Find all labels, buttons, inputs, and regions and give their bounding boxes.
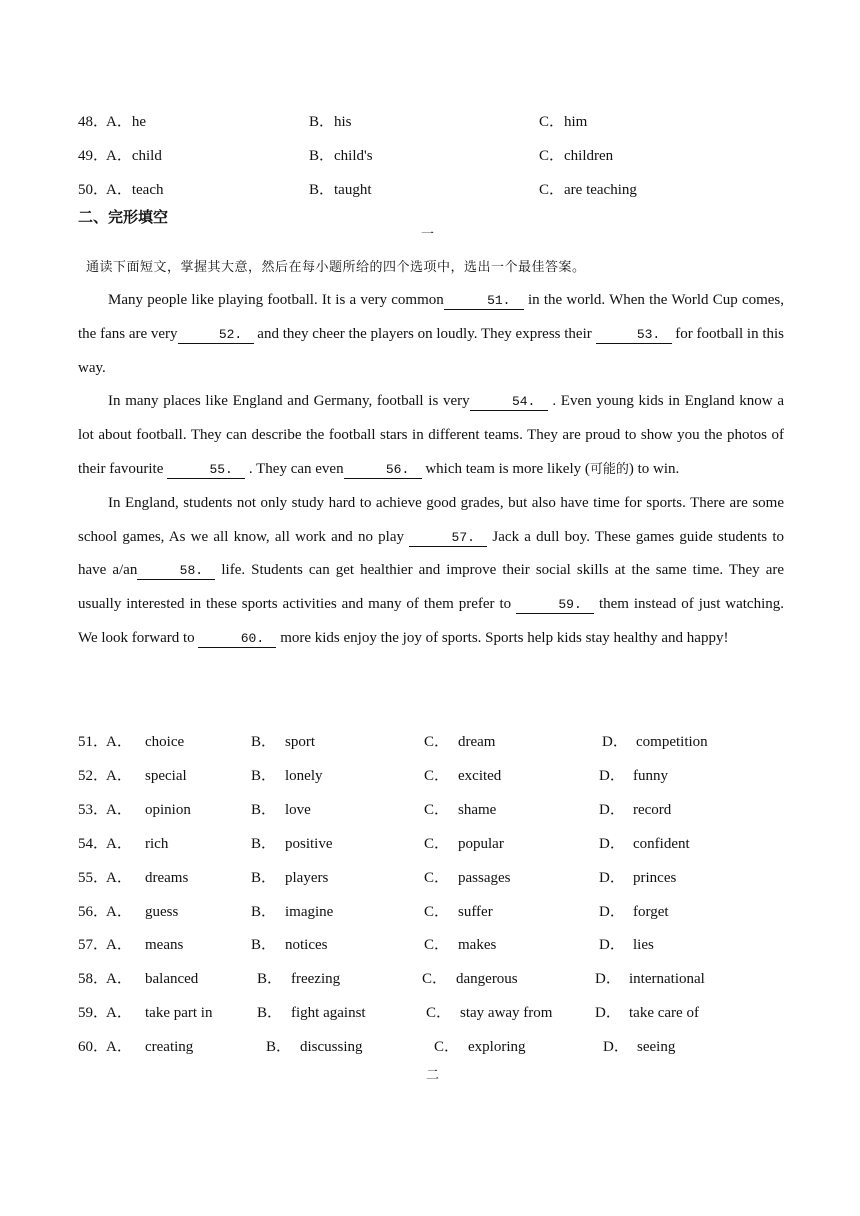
blank-57[interactable]: 57.	[409, 529, 487, 547]
option-b-label[interactable]: B．	[251, 937, 277, 953]
option-a-label[interactable]: A．	[106, 971, 132, 987]
option-b-text[interactable]: discussing	[300, 1039, 363, 1055]
passage-text: them instead of just watching. We look forward to	[78, 596, 785, 646]
option-c-text[interactable]: stay away from	[460, 1005, 553, 1021]
option-b-text[interactable]: sport	[285, 734, 315, 750]
option-b-label[interactable]: B．	[251, 734, 277, 750]
question-number: 52．	[78, 768, 109, 784]
question-number: 58．	[78, 971, 109, 987]
option-a: A．he	[106, 114, 146, 130]
cloze-passage	[78, 284, 784, 656]
question-number: 59．	[78, 1005, 109, 1021]
question-number: 51．	[78, 734, 109, 750]
option-c-label[interactable]: C．	[424, 734, 450, 750]
option-c-text[interactable]: dangerous	[456, 971, 518, 987]
option-a-text[interactable]: dreams	[145, 870, 189, 886]
option-d-label[interactable]: D．	[595, 971, 621, 987]
option-a: A．teach	[106, 182, 164, 198]
option-b-label[interactable]: B．	[257, 1005, 283, 1021]
option-d-label[interactable]: D．	[599, 870, 625, 886]
option-a-label[interactable]: A．	[106, 1005, 132, 1021]
option-d-label[interactable]: D．	[599, 768, 625, 784]
option-c-label[interactable]: C．	[426, 1005, 452, 1021]
option-c: C．him	[539, 114, 588, 130]
option-a-label[interactable]: A．	[106, 937, 132, 953]
option-a-text[interactable]: rich	[145, 836, 169, 852]
option-a-text[interactable]: creating	[145, 1039, 194, 1055]
option-c-text[interactable]: excited	[458, 768, 502, 784]
option-c-label[interactable]: C．	[424, 937, 450, 953]
option-d-label[interactable]: D．	[599, 836, 625, 852]
option-a-text[interactable]: opinion	[145, 802, 191, 818]
passage-text: ) to win.	[628, 460, 680, 477]
option-a-label[interactable]: A．	[106, 904, 132, 920]
passage-text: . Even young kids in England know a lot about football. They can describe the football stars in different teams. They are proud to show you the photos of their favourite	[78, 393, 784, 477]
option-b-label[interactable]: B．	[251, 836, 277, 852]
option-d-text[interactable]: lies	[633, 937, 654, 953]
passage-text: life. Students can get healthier and improve their social skills at the same time. They are usually interested in these sports activities and many of them prefer to	[78, 562, 785, 613]
question-number: 55．	[78, 870, 109, 886]
option-a-label[interactable]: A．	[106, 768, 132, 784]
passage-text: . They can even	[248, 460, 344, 477]
footer-mark: 二	[426, 1068, 440, 1083]
option-b-text[interactable]: imagine	[285, 904, 334, 920]
option-b: B．child's	[309, 148, 373, 164]
option-d-label[interactable]: D．	[599, 937, 625, 953]
option-a-text[interactable]: guess	[145, 904, 179, 920]
option-a-label[interactable]: A．	[106, 836, 132, 852]
option-b-text[interactable]: fight against	[291, 1005, 366, 1021]
option-b-text[interactable]: lonely	[285, 768, 323, 784]
option-a-label[interactable]: A．	[106, 802, 132, 818]
option-d-text[interactable]: princes	[633, 870, 677, 886]
option-c-label[interactable]: C．	[424, 836, 450, 852]
option-c-text[interactable]: passages	[458, 870, 511, 886]
option-d-label[interactable]: D．	[599, 802, 625, 818]
option-d-text[interactable]: seeing	[637, 1039, 676, 1055]
chinese-gloss: 可能的	[589, 461, 629, 477]
option-b-text[interactable]: players	[285, 870, 329, 886]
option-b-label[interactable]: B．	[251, 870, 277, 886]
option-d-text[interactable]: international	[629, 971, 705, 987]
section-heading: 二、完形填空	[78, 208, 169, 226]
option-d-text[interactable]: funny	[633, 768, 668, 784]
option-b-label[interactable]: B．	[251, 802, 277, 818]
question-number: 48．	[78, 114, 109, 130]
option-c-text[interactable]: shame	[458, 802, 497, 818]
paragraph-1	[78, 284, 784, 385]
paragraph-3	[78, 487, 784, 656]
passage-text: in the world. When the World Cup comes, the fans are very	[78, 292, 785, 342]
option-a-text[interactable]: means	[145, 937, 184, 953]
option-b-label[interactable]: B．	[251, 768, 277, 784]
option-c-text[interactable]: popular	[458, 836, 504, 852]
option-b-label[interactable]: B．	[266, 1039, 292, 1055]
option-a-label[interactable]: A．	[106, 1039, 132, 1055]
option-a-text[interactable]: take part in	[145, 1005, 213, 1021]
instructions: 通读下面短文，掌握其大意，然后在每小题所给的四个选项中，选出一个最佳答案。	[86, 260, 586, 275]
option-c-label[interactable]: C．	[424, 768, 450, 784]
option-b-label[interactable]: B．	[257, 971, 283, 987]
option-a-label[interactable]: A．	[106, 734, 132, 750]
option-d-text[interactable]: record	[633, 802, 672, 818]
option-d-label[interactable]: D．	[602, 734, 628, 750]
passage-text: which team is more likely (	[425, 460, 590, 477]
option-b-text[interactable]: love	[285, 802, 311, 818]
option-d-label[interactable]: D．	[599, 904, 625, 920]
question-number: 49．	[78, 148, 109, 164]
option-d-text[interactable]: competition	[636, 734, 708, 750]
passage-text: for football in this way.	[78, 325, 785, 376]
blank-55[interactable]: 55.	[167, 461, 245, 479]
question-number: 54．	[78, 836, 109, 852]
option-c-text[interactable]: makes	[458, 937, 497, 953]
passage-text: In many places like England and Germany, football is very	[108, 393, 470, 410]
passage-text: more kids enjoy the joy of sports. Sports help kids stay healthy and happy!	[280, 629, 729, 646]
option-c-label[interactable]: C．	[424, 802, 450, 818]
option-b-text[interactable]: positive	[285, 836, 333, 852]
option-d-label[interactable]: D．	[595, 1005, 621, 1021]
option-a-label[interactable]: A．	[106, 870, 132, 886]
option-c-text[interactable]: dream	[458, 734, 496, 750]
blank-51[interactable]: 51.	[444, 292, 524, 310]
option-a-text[interactable]: special	[145, 768, 187, 784]
option-d-text[interactable]: forget	[633, 904, 669, 920]
option-c: C．children	[539, 148, 614, 164]
option-a-text[interactable]: balanced	[145, 971, 199, 987]
option-d-text[interactable]: confident	[633, 836, 690, 852]
question-number: 57．	[78, 937, 109, 953]
blank-53[interactable]: 53.	[596, 326, 672, 344]
option-c-label[interactable]: C．	[422, 971, 448, 987]
option-a: A．child	[106, 148, 162, 164]
option-a-text[interactable]: choice	[145, 734, 185, 750]
blank-58[interactable]: 58.	[137, 562, 215, 580]
option-b-text[interactable]: notices	[285, 937, 328, 953]
question-number: 53．	[78, 802, 109, 818]
paragraph-2	[78, 385, 784, 486]
blank-60[interactable]: 60.	[198, 630, 276, 648]
passage-text: and they cheer the players on loudly. They express their	[257, 325, 592, 342]
option-d-label[interactable]: D．	[603, 1039, 629, 1055]
option-b: B．taught	[309, 182, 372, 198]
option-d-text[interactable]: take care of	[629, 1005, 699, 1021]
blank-56[interactable]: 56.	[344, 461, 422, 479]
passage-text: Jack a dull boy. These games guide students to have a/an	[78, 528, 784, 579]
option-c-label[interactable]: C．	[424, 904, 450, 920]
blank-52[interactable]: 52.	[178, 326, 254, 344]
question-number: 56．	[78, 904, 109, 920]
blank-54[interactable]: 54.	[470, 393, 548, 411]
question-number: 50．	[78, 182, 109, 198]
option-c: C．are teaching	[539, 182, 637, 198]
passage-text: In England, students not only study hard to achieve good grades, but also have time for sports. There are some school games, As we all know, all work and no play	[78, 494, 784, 545]
blank-59[interactable]: 59.	[516, 596, 594, 614]
question-number: 60．	[78, 1039, 109, 1055]
option-c-text[interactable]: suffer	[458, 904, 493, 920]
section-mark: 一	[421, 227, 435, 242]
option-c-label[interactable]: C．	[424, 870, 450, 886]
option-c-label[interactable]: C．	[434, 1039, 460, 1055]
option-b-text[interactable]: freezing	[291, 971, 341, 987]
option-b: B．his	[309, 114, 352, 130]
passage-text: Many people like playing football. It is a very common	[108, 292, 444, 308]
option-b-label[interactable]: B．	[251, 904, 277, 920]
option-c-text[interactable]: exploring	[468, 1039, 526, 1055]
